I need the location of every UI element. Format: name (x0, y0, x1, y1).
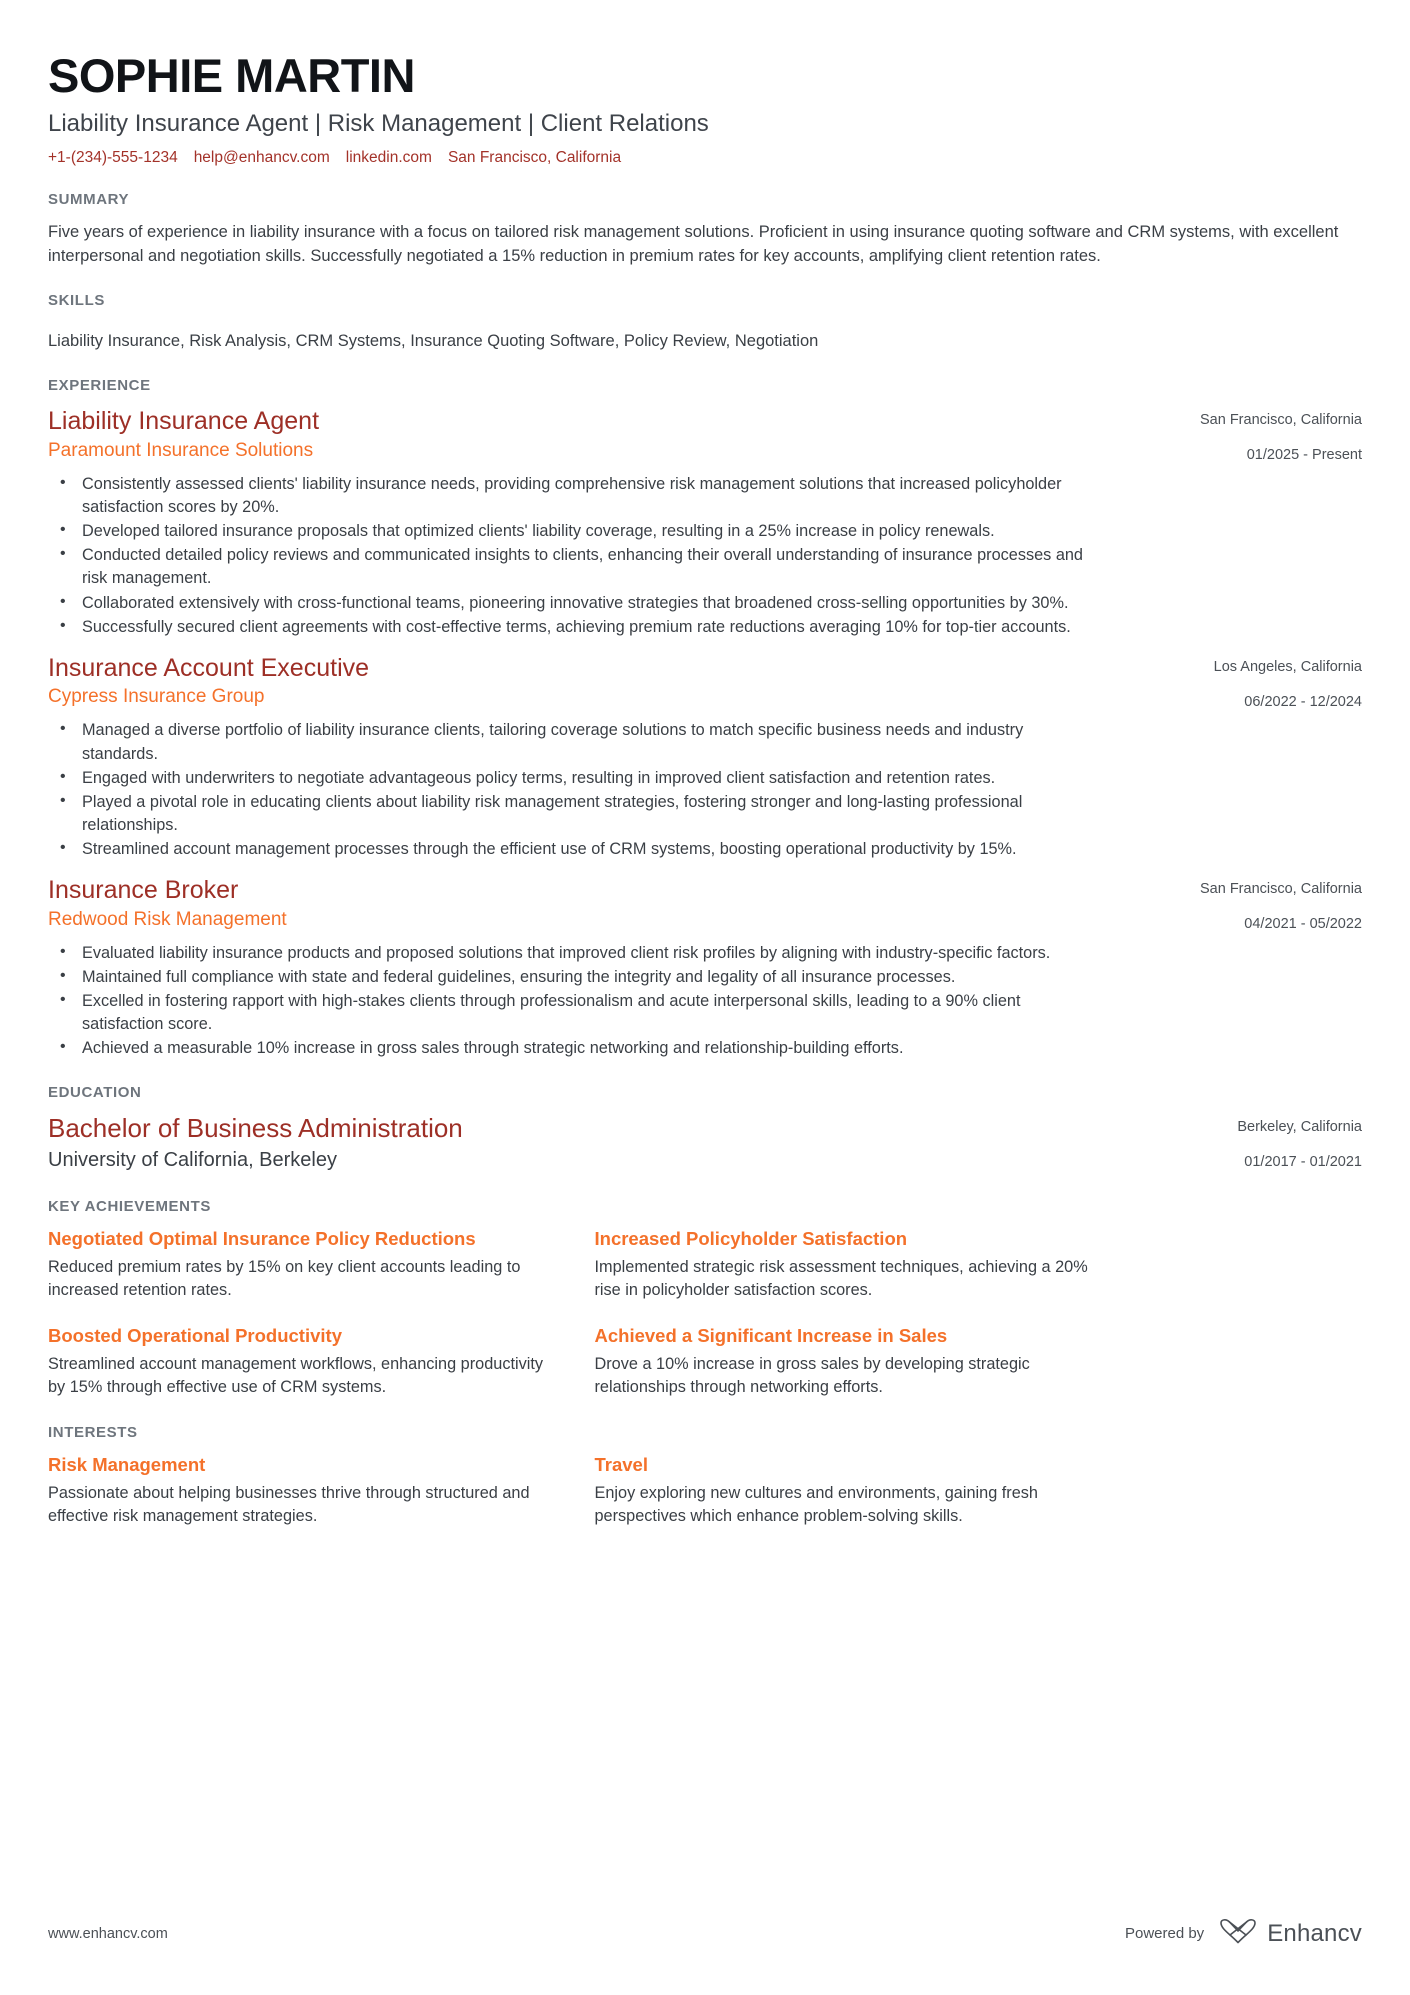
education-section-title: EDUCATION (48, 1084, 142, 1102)
achievement-card (595, 1227, 1094, 1302)
experience-entry (48, 406, 1362, 638)
experience-dates: 04/2021 - 05/2022 (1244, 915, 1362, 932)
interest-card (48, 1453, 547, 1528)
experience-entry-header (48, 875, 1362, 936)
experience-dates: 01/2025 - Present (1246, 447, 1362, 464)
achievement-description: Reduced premium rates by 15% on key client accounts leading to increased retention rates. (48, 1257, 521, 1300)
achievement-card (48, 1227, 547, 1302)
experience-bullet: • Maintained full compliance with state and federal guidelines, ensuring the integrity and legality of all insurance processes. (80, 966, 1088, 989)
experience-bullet: • Played a pivotal role in educating clients about liability risk management strategies, fostering stronger and long-lasting professional relationships. (80, 791, 1088, 837)
experience-location: San Francisco, California (1200, 412, 1362, 429)
interest-card (595, 1453, 1094, 1528)
experience-bullet: • Consistently assessed clients' liability insurance needs, providing comprehensive risk management solutions that increased policyholder satisfaction scores by 20%. (80, 473, 1088, 519)
experience-job-title: Insurance Account Executive (48, 653, 370, 682)
education-entry-left (48, 1113, 1237, 1172)
achievement-title: Increased Policyholder Satisfaction (594, 1227, 908, 1249)
resume-header (48, 40, 1362, 167)
achievement-description: Implemented strategic risk assessment techniques, achieving a 20% rise in policyholder satisfaction scores. (594, 1257, 1088, 1300)
contact-phone[interactable]: +1-(234)-555-1234 (48, 148, 178, 166)
candidate-headline: Liability Insurance Agent | Risk Management | Client Relations (48, 109, 709, 137)
summary-text: Five years of experience in liability insurance with a focus on tailored risk management solutions. Proficient in using insurance quoting software and CRM systems, with excellent interpersonal and negotiation skills. Successfully negotiated a 15% reduction in premium rates for key accounts, amplifying client retention rates. (48, 222, 1339, 265)
contact-row (48, 149, 1362, 167)
footer-website-url[interactable]: www.enhancv.com (48, 1925, 168, 1942)
experience-bullet: • Engaged with underwriters to negotiate advantageous policy terms, resulting in improved client satisfaction and retention rates. (80, 767, 1088, 790)
interest-title: Risk Management (48, 1453, 206, 1475)
education-entry-meta (1237, 1113, 1362, 1174)
experience-entry-left (48, 406, 1200, 463)
experience-entry-header (48, 406, 1362, 467)
experience-bullet: • Collaborated extensively with cross-functional teams, pioneering innovative strategies that broadened cross-selling opportunities by 30%. (80, 592, 1088, 615)
experience-bullet: • Excelled in fostering rapport with high-stakes clients through professionalism and acute interpersonal skills, leading to a 90% client satisfaction score. (80, 990, 1088, 1036)
interests-section (48, 1424, 1362, 1528)
experience-bullet: • Developed tailored insurance proposals that optimized clients' liability coverage, resulting in a 25% increase in policy renewals. (80, 520, 1088, 543)
interest-title: Travel (594, 1453, 648, 1475)
experience-company-name: Redwood Risk Management (48, 908, 287, 930)
experience-bullet-list (48, 473, 1088, 639)
education-dates: 01/2017 - 01/2021 (1244, 1154, 1362, 1171)
achievement-description: Drove a 10% increase in gross sales by developing strategic relationships through networking efforts. (594, 1355, 1030, 1397)
interests-grid (48, 1453, 1093, 1528)
contact-location[interactable]: San Francisco, California (447, 148, 622, 166)
experience-entry (48, 653, 1362, 861)
education-location: Berkeley, California (1237, 1119, 1362, 1136)
skills-section-title: SKILLS (48, 292, 105, 310)
experience-bullet: • Managed a diverse portfolio of liability insurance clients, tailoring coverage solutions to match specific business needs and industry standards. (80, 719, 1088, 765)
experience-bullet: • Evaluated liability insurance products and proposed solutions that improved client risk profiles by aligning with industry-specific factors. (80, 942, 1088, 965)
achievements-section (48, 1198, 1362, 1400)
experience-entry-header (48, 653, 1362, 714)
experience-entry-meta (1214, 653, 1362, 714)
experience-entry-meta (1200, 875, 1362, 936)
enhancv-brand-name: Enhancv (1267, 1919, 1362, 1947)
achievement-card (595, 1324, 1094, 1399)
experience-job-title: Insurance Broker (48, 876, 239, 905)
experience-dates: 06/2022 - 12/2024 (1244, 693, 1362, 710)
experience-location: Los Angeles, California (1213, 658, 1362, 675)
education-section (48, 1084, 1362, 1174)
interests-section-title: INTERESTS (48, 1423, 138, 1441)
education-entry-header (48, 1113, 1362, 1174)
education-entry (48, 1113, 1362, 1174)
interest-description: Passionate about helping businesses thrive through structured and effective risk management strategies. (48, 1483, 530, 1525)
summary-section-title: SUMMARY (48, 190, 130, 208)
experience-bullet-list (48, 719, 1088, 861)
experience-bullet: • Achieved a measurable 10% increase in gross sales through strategic networking and relationship-building efforts. (80, 1037, 1088, 1060)
experience-section-title: EXPERIENCE (48, 377, 151, 395)
footer-brand-area (1125, 1918, 1362, 1949)
experience-company-name: Paramount Insurance Solutions (48, 439, 314, 461)
education-degree: Bachelor of Business Administration (48, 1113, 463, 1144)
experience-bullet: • Successfully secured client agreements with cost-effective terms, achieving premium rate reductions averaging 10% for top-tier accounts. (80, 616, 1088, 639)
education-entries (48, 1113, 1362, 1174)
experience-job-title: Liability Insurance Agent (48, 407, 320, 436)
experience-entry-meta (1200, 406, 1362, 467)
contact-email[interactable]: help@enhancv.com (193, 148, 330, 166)
skills-section (48, 292, 1362, 353)
page-footer (48, 1918, 1362, 1949)
experience-location: San Francisco, California (1200, 881, 1362, 898)
candidate-name: SOPHIE MARTIN (48, 49, 415, 102)
achievements-section-title: KEY ACHIEVEMENTS (48, 1197, 211, 1215)
achievement-description: Streamlined account management workflows, enhancing productivity by 15% through effective use of CRM systems. (48, 1355, 544, 1397)
experience-entries (48, 406, 1362, 1060)
enhancv-brand (1218, 1918, 1362, 1949)
experience-entry-left (48, 653, 1214, 710)
contact-linkedin[interactable]: linkedin.com (345, 148, 432, 166)
experience-entry (48, 875, 1362, 1060)
achievement-card (48, 1324, 547, 1399)
experience-bullet: • Streamlined account management processes through the efficient use of CRM systems, boosting operational productivity by 15%. (80, 838, 1088, 861)
achievements-grid (48, 1227, 1093, 1400)
summary-section (48, 191, 1362, 269)
education-school: University of California, Berkeley (48, 1148, 337, 1171)
skills-list: Liability Insurance, Risk Analysis, CRM Systems, Insurance Quoting Software, Policy Review, Negotiation (48, 332, 819, 351)
powered-by-label: Powered by (1124, 1925, 1205, 1942)
experience-bullet: • Conducted detailed policy reviews and communicated insights to clients, enhancing their overall understanding of insurance processes and risk management. (80, 544, 1088, 590)
achievement-title: Negotiated Optimal Insurance Policy Reductions (48, 1227, 476, 1249)
experience-bullet-list (48, 942, 1088, 1061)
achievement-title: Achieved a Significant Increase in Sales (594, 1325, 948, 1347)
experience-company-name: Cypress Insurance Group (48, 686, 265, 708)
achievement-title: Boosted Operational Productivity (48, 1325, 342, 1347)
interest-description: Enjoy exploring new cultures and environments, gaining fresh perspectives which enhance problem-solving skills. (594, 1483, 1038, 1525)
experience-section (48, 377, 1362, 1060)
enhancv-logo-icon (1218, 1918, 1258, 1949)
experience-entry-left (48, 875, 1200, 932)
